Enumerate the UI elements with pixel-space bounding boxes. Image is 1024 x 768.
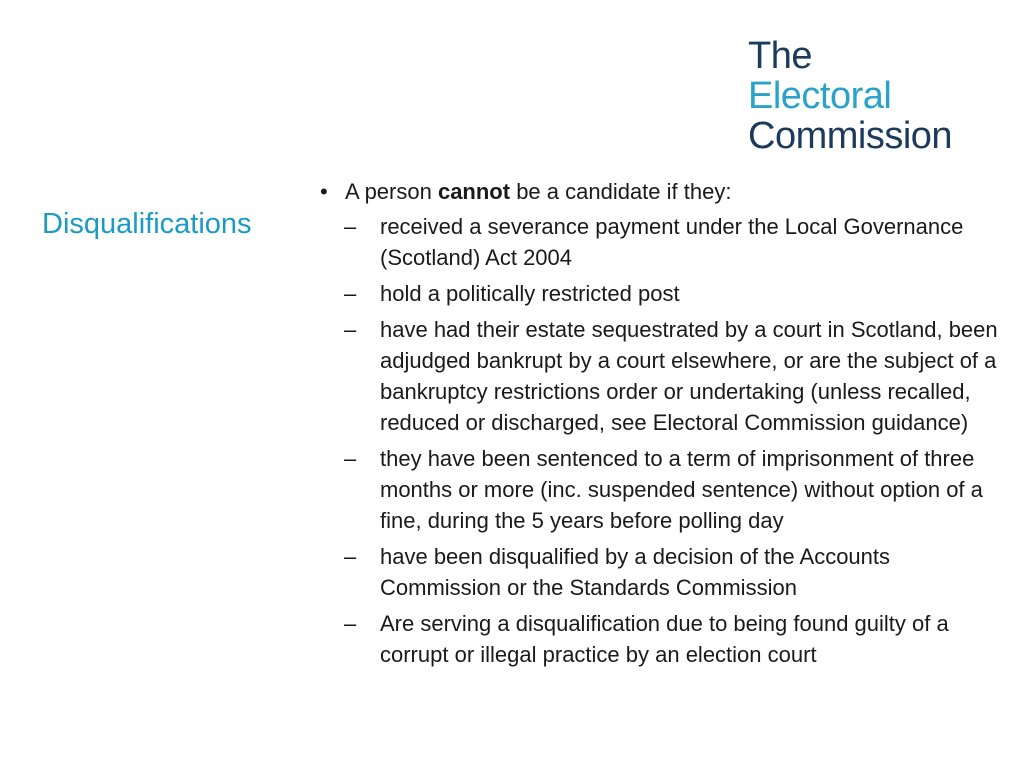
list-item-text: have been disqualified by a decision of the Accounts Commission or the Standards Commission [380,544,891,600]
dash-marker: – [344,611,357,636]
list-item [320,541,1010,603]
dash-marker: – [344,446,357,471]
list-item [320,314,1010,438]
dash-marker: – [344,214,357,239]
logo-line-the: The [748,35,812,77]
intro-bullet [320,176,1010,207]
list-item-text: received a severance payment under the Local Governance (Scotland) Act 2004 [380,214,964,270]
logo-line-commission: Commission [748,115,953,157]
intro-emphasis: cannot [437,179,511,204]
list-item-text: hold a politically restricted post [380,281,680,306]
list-item [320,608,1010,670]
dash-marker: – [344,544,357,569]
logo-line-electoral: Electoral [748,75,892,117]
dash-marker: – [344,281,357,306]
electoral-commission-logo [748,36,952,156]
list-item [320,278,1010,309]
intro-prefix: A person [345,179,438,204]
list-item [320,211,1010,273]
bullet-marker: • [320,179,328,204]
slide-title: Disqualifications [42,208,252,240]
slide-content [320,176,1010,675]
intro-suffix: be a candidate if they: [510,179,732,204]
list-item-text: Are serving a disqualification due to being found guilty of a corrupt or illegal practice by an election court [380,611,949,667]
list-item-text: have had their estate sequestrated by a court in Scotland, been adjudged bankrupt by a court elsewhere, or are the subject of a bankruptcy restrictions order or undertaking (unless recalled, reduced or discharged, see Electoral Commission guidance) [380,317,998,435]
list-item-text: they have been sentenced to a term of imprisonment of three months or more (inc. suspended sentence) without option of a fine, during the 5 years before polling day [380,446,983,533]
disqualification-list [320,211,1010,670]
dash-marker: – [344,317,357,342]
list-item [320,443,1010,536]
